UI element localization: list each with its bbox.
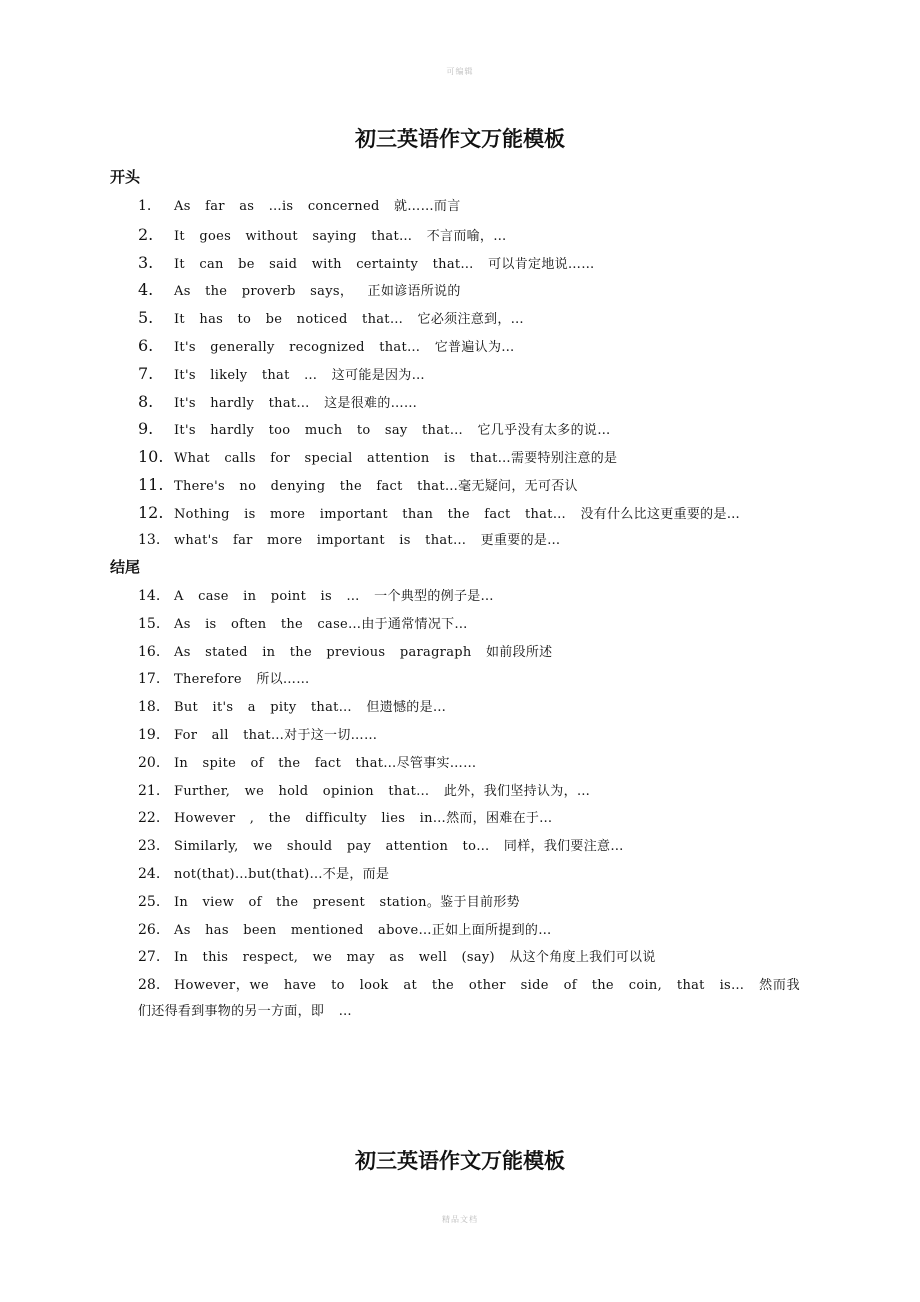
item-number: 10. [138,447,164,467]
list-item [138,471,800,499]
page-title: 初三英语作文万能模板 [355,126,565,151]
item-text: It's hardly too much to say that… 它几乎没有太多的说… [174,423,611,439]
item-number: 6. [138,335,154,355]
list-item [138,583,800,611]
list-item [138,666,800,694]
item-number: 5. [138,308,154,328]
item-text: In spite of the fact that…尽管事实…… [174,755,477,771]
list-item [138,944,800,972]
list-item [138,778,800,806]
list-item [138,193,800,221]
item-text: It can be said with certainty that… 可以肯定地说…… [174,256,595,272]
item-number: 15. [138,615,161,632]
watermark-top: 可编辑 [446,67,474,76]
list-item [138,276,800,304]
opening-phrase-list [138,193,800,554]
item-number: 26. [138,921,161,938]
list-item [138,249,800,277]
list-item [138,861,800,889]
item-number: 11. [138,474,164,494]
list-item [138,805,800,833]
item-number: 7. [138,363,154,383]
item-text: However，we have to look at the other side of the coin, that is… 然而我们还得看到事物的另一方面，即 … [138,978,800,1020]
item-number: 1. [138,198,152,214]
list-item [138,722,800,750]
item-text: In view of the present station。鉴于目前形势 [174,894,520,910]
list-item [138,221,800,249]
item-number: 28. [138,977,161,994]
list-item [138,611,800,639]
item-number: 17. [138,671,161,688]
list-item [138,972,800,1025]
list-item [138,917,800,945]
item-text: There's no denying the fact that…毫无疑问，无可否认 [174,478,578,494]
item-number: 18. [138,699,161,716]
item-text: Therefore 所以…… [174,672,310,688]
item-text: A case in point is … 一个典型的例子是… [174,589,494,604]
list-item [138,304,800,332]
section-heading-opening: 开头 [110,168,141,186]
item-number: 2. [138,224,154,244]
item-text: It's generally recognized that… 它普遍认为… [174,339,515,355]
item-text: For all that…对于这一切…… [174,727,378,743]
list-item [138,332,800,360]
item-text: What calls for special attention is that…需要特别注意的是 [174,451,618,467]
item-number: 23. [138,838,161,855]
item-text: It goes without saying that… 不言而喻，… [174,228,507,244]
item-number: 20. [138,754,161,771]
item-number: 13. [138,531,161,548]
item-text: But it's a pity that… 但遗憾的是… [174,700,447,716]
section-heading-closing: 结尾 [110,558,141,576]
item-number: 25. [138,893,161,910]
item-number: 19. [138,726,161,743]
list-item [138,360,800,388]
item-number: 4. [138,280,154,300]
list-item [138,694,800,722]
item-text: In this respect, we may as well (say) 从这个角度上我们可以说 [174,950,656,966]
list-item [138,750,800,778]
item-number: 21. [138,782,161,799]
item-text: not(that)…but(that)…不是，而是 [174,866,390,882]
item-text: As has been mentioned above…正如上面所提到的… [174,922,552,938]
list-item [138,889,800,917]
item-number: 8. [138,391,154,411]
item-text: Nothing is more important than the fact that… 没有什么比这更重要的是… [174,506,741,522]
item-text: However , the difficulty lies in…然而，困难在于… [174,811,553,827]
closing-phrase-list [138,583,800,1025]
list-item [138,833,800,861]
list-item [138,639,800,667]
list-item [138,415,800,443]
list-item [138,443,800,471]
item-text: what's far more important is that… 更重要的是… [174,532,561,548]
list-item [138,527,800,555]
list-item [138,388,800,416]
item-text: It has to be noticed that… 它必须注意到，… [174,312,524,328]
item-text: Further, we hold opinion that… 此外，我们坚持认为，… [174,783,591,799]
item-number: 3. [138,252,154,272]
item-number: 22. [138,810,161,827]
watermark-bottom: 精品文档 [442,1215,478,1224]
item-number: 9. [138,419,154,439]
page-title-repeat: 初三英语作文万能模板 [355,1148,565,1173]
item-text: As the proverb says， 正如谚语所说的 [174,284,461,300]
item-number: 12. [138,502,164,522]
item-number: 16. [138,643,161,660]
item-text: Similarly, we should pay attention to… 同样，我们要注意… [174,839,624,855]
item-text: As far as …is concerned 就……而言 [174,199,461,214]
item-number: 14. [138,588,161,604]
item-number: 27. [138,949,161,966]
item-text: As stated in the previous paragraph 如前段所述 [174,644,553,660]
item-text: It's likely that … 这可能是因为… [174,367,425,383]
item-text: As is often the case…由于通常情况下… [174,616,468,632]
list-item [138,499,800,527]
item-text: It's hardly that… 这是很难的…… [174,395,418,411]
item-number: 24. [138,865,161,882]
